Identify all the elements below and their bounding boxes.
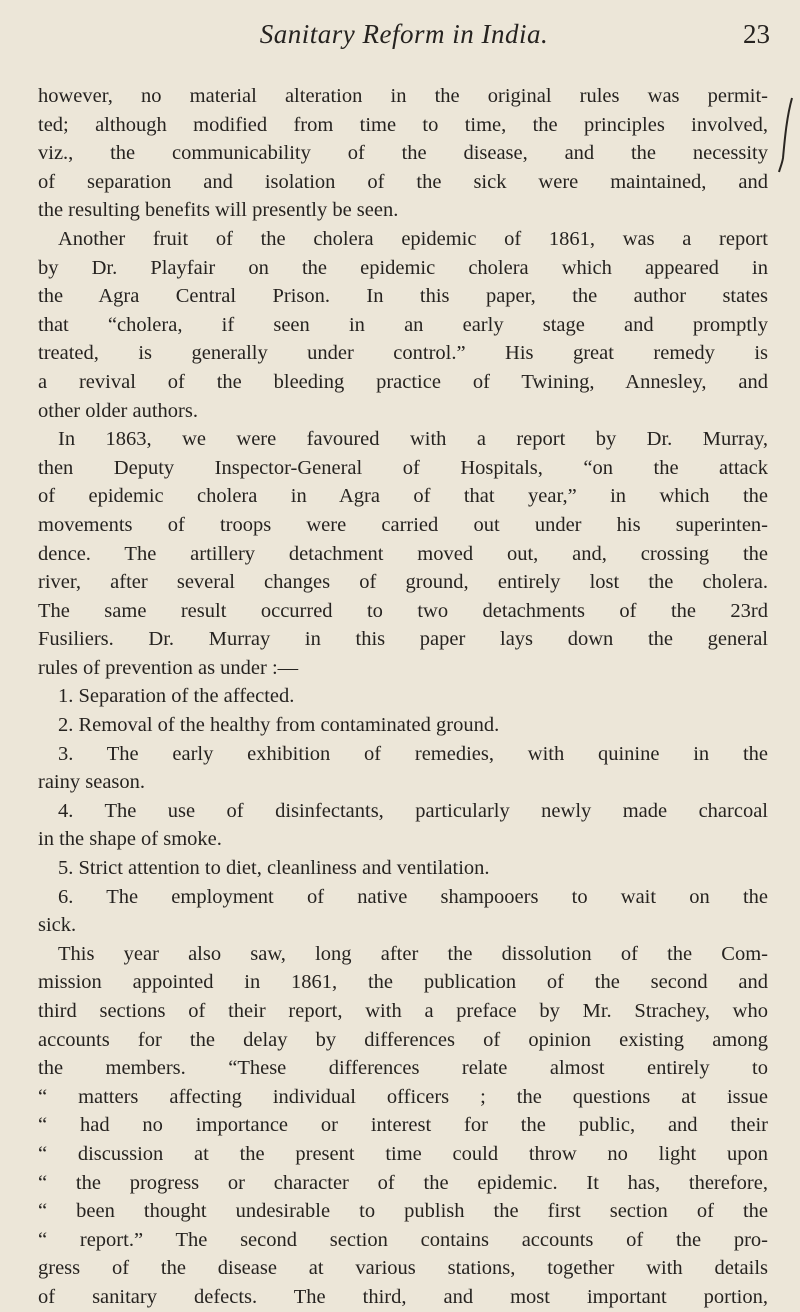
text-line: The same result occurred to two detachments of the 23rd <box>38 599 768 622</box>
text-line: Another fruit of the cholera epidemic of 1861, was a report <box>58 227 768 250</box>
text-line: however, no material alteration in the original rules was permit- <box>38 85 768 107</box>
text-line: Fusiliers. Dr. Murray in this paper lays down the general <box>38 628 768 651</box>
text-line: viz., the communicability of the disease, and the necessity <box>38 142 768 165</box>
text-line: rainy season. <box>38 771 146 794</box>
text-line: of epidemic cholera in Agra of that year,” in which the <box>38 485 768 508</box>
text-line: that “cholera, if seen in an early stage and promptly <box>38 313 768 336</box>
text-line: then Deputy Inspector-General of Hospitals, “on the attack <box>38 456 768 479</box>
running-head <box>38 14 770 54</box>
text-line: the members. “These differences relate almost entirely to <box>38 1057 768 1080</box>
body-text <box>38 82 768 1312</box>
text-line: In 1863, we were favoured with a report by Dr. Murray, <box>58 428 768 451</box>
list-item: 6. The employment of native shampooers to wait on the <box>58 885 768 908</box>
text-line: third sections of their report, with a preface by Mr. Strachey, who <box>38 1000 768 1022</box>
text-line: of separation and isolation of the sick were maintained, and <box>38 170 768 193</box>
text-line: the resulting benefits will presently be seen. <box>38 199 399 222</box>
text-line: ted; although modified from time to time, the principles involved, <box>38 113 768 136</box>
text-line: rules of prevention as under :— <box>38 656 299 679</box>
text-line: the Agra Central Prison. In this paper, the author states <box>38 285 768 308</box>
text-line: mission appointed in 1861, the publication of the second and <box>38 971 768 994</box>
margin-bracket-mark <box>777 96 797 174</box>
text-line: treated, is generally under control.” His great remedy is <box>38 342 768 365</box>
text-line: in the shape of smoke. <box>38 828 222 851</box>
running-title: Sanitary Reform in India. <box>259 19 549 49</box>
list-item: 4. The use of disinfectants, particularly newly made charcoal <box>58 799 768 822</box>
text-line: “ matters affecting individual officers ; the questions at issue <box>38 1085 768 1108</box>
text-line: a revival of the bleeding practice of Twining, Annesley, and <box>38 370 768 393</box>
list-item: 3. The early exhibition of remedies, with quinine in the <box>58 742 768 765</box>
list-item: 1. Separation of the affected. <box>58 685 295 708</box>
text-line: other older authors. <box>38 399 198 422</box>
text-line: by Dr. Playfair on the epidemic cholera which appeared in <box>38 256 768 279</box>
list-item: 2. Removal of the healthy from contaminated ground. <box>58 714 500 737</box>
text-line: of sanitary defects. The third, and most important portion, <box>38 1285 768 1308</box>
text-line: “ discussion at the present time could throw no light upon <box>38 1142 768 1165</box>
text-line: river, after several changes of ground, entirely lost the cholera. <box>38 571 768 594</box>
text-line: “ been thought undesirable to publish the first section of the <box>38 1200 768 1223</box>
text-line: dence. The artillery detachment moved out, and, crossing the <box>38 542 768 565</box>
text-line: sick. <box>38 914 77 937</box>
text-line: “ had no importance or interest for the public, and their <box>38 1114 768 1137</box>
text-line: gress of the disease at various stations, together with details <box>38 1257 768 1280</box>
page-number: 23 <box>743 19 770 49</box>
text-line: “ report.” The second section contains accounts of the pro- <box>38 1228 768 1251</box>
text-line: movements of troops were carried out under his superinten- <box>38 513 768 536</box>
text-line: This year also saw, long after the dissolution of the Com- <box>58 942 768 965</box>
text-line: “ the progress or character of the epidemic. It has, therefore, <box>38 1171 768 1194</box>
text-line: accounts for the delay by differences of opinion existing among <box>38 1028 768 1051</box>
list-item: 5. Strict attention to diet, cleanliness and ventilation. <box>58 857 490 880</box>
